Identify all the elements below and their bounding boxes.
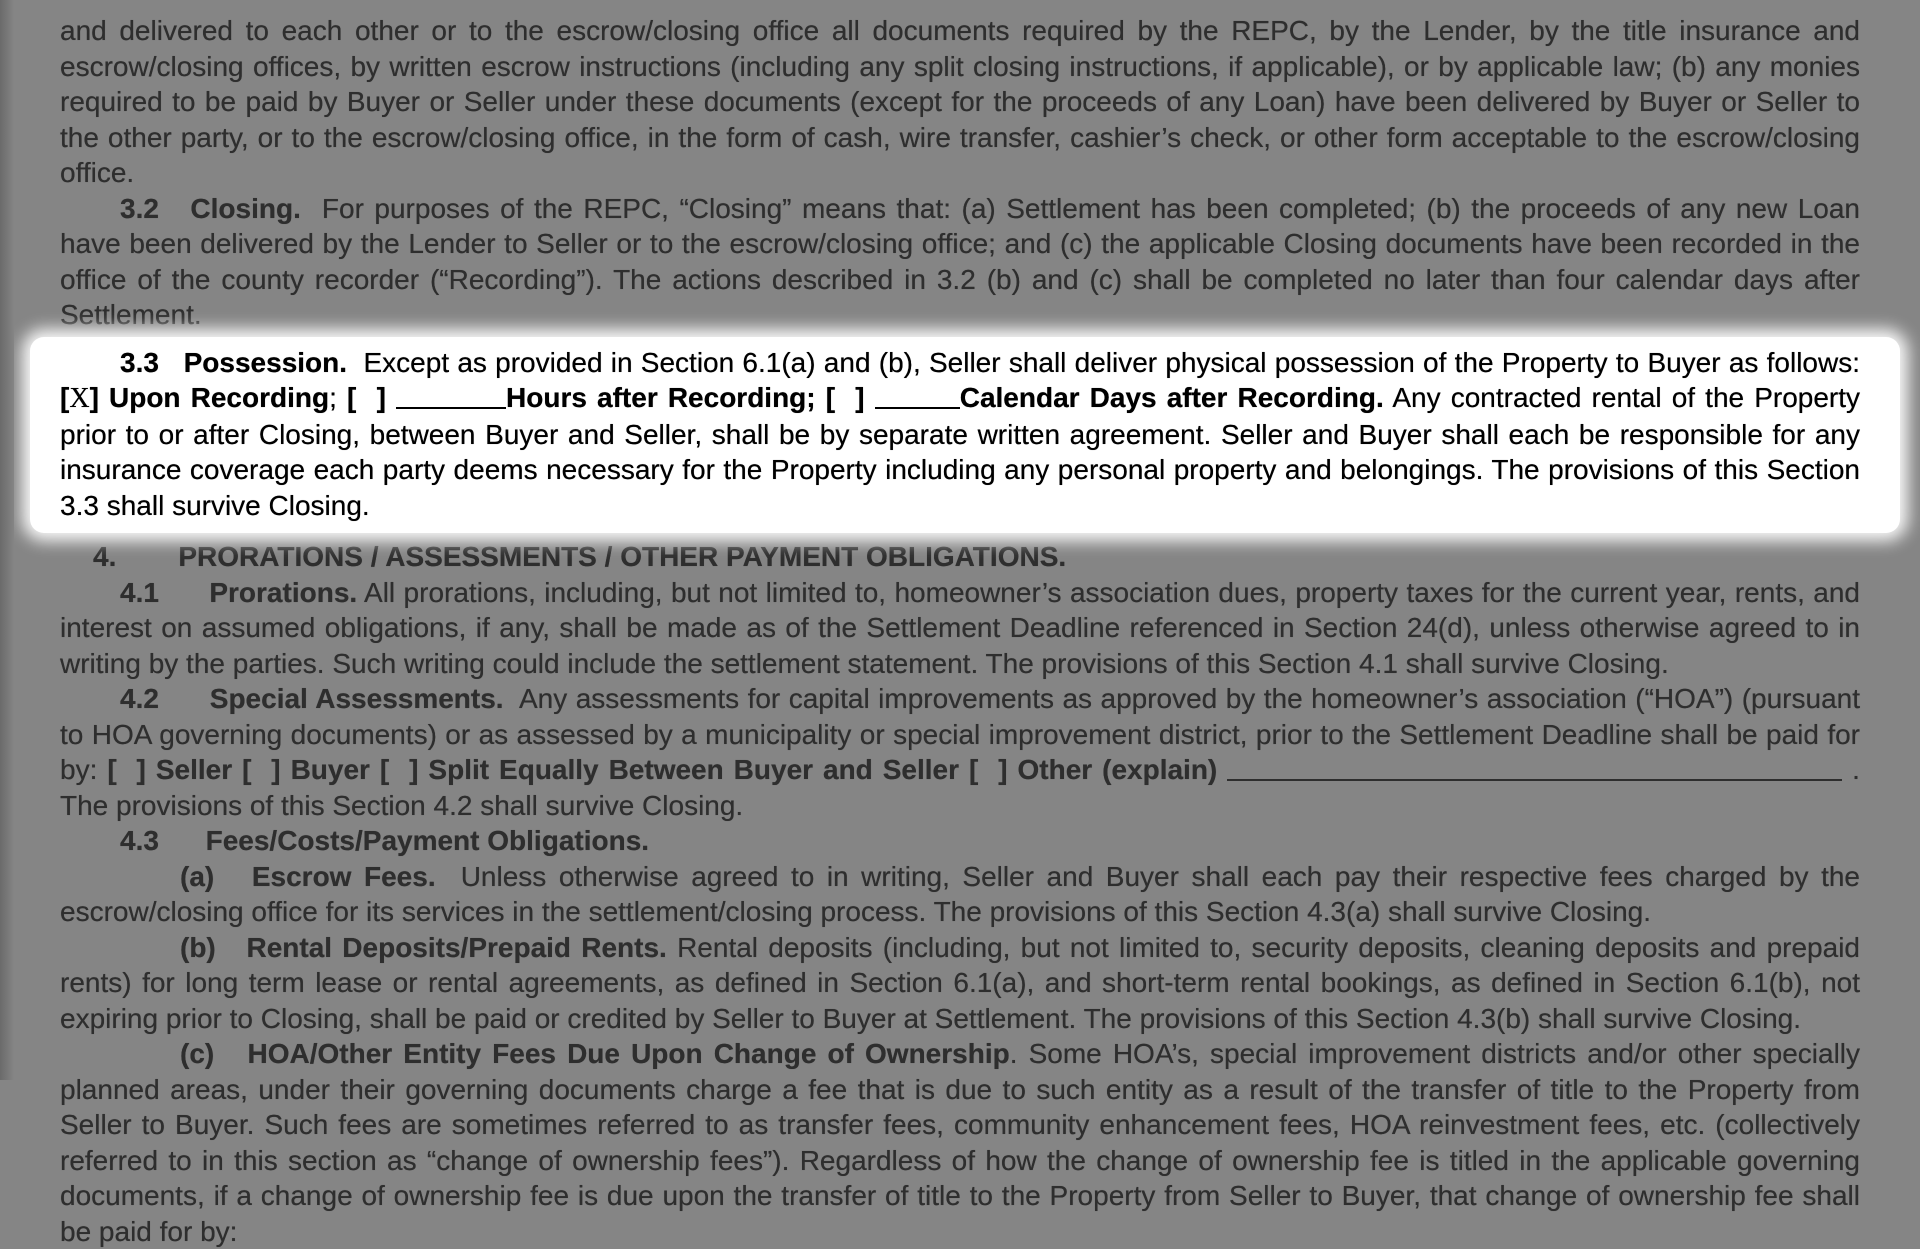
section-4-3b-rental-deposits-paragraph [60,930,1860,1037]
checkbox-hours-after-recording: [ ] [347,382,386,413]
section-4-title: PRORATIONS / ASSESSMENTS / OTHER PAYMENT OBLIGATIONS. [178,541,1067,572]
text-run: Rental deposits (including, but not limited to, security deposits, cleaning deposits and prepaid rents) for long term lease or rental agreements, as defined in Section 6.1(a), and short-term rental bookings, as defined in Section 6.1(b), not expiring prior to Closing, shall be paid or credited by Seller to Buyer at Settlement. The provisions of this Section 4.3(b) shall survive Closing. [60,931,1860,1034]
other-explain-label: Other (explain) [1007,754,1218,785]
closing-documents-continuation-paragraph [60,13,1860,191]
section-3-2-closing-paragraph [60,191,1860,333]
calendar-days-after-recording-label: Calendar Days after Recording. [959,382,1384,413]
section-3-2-label: 3.2 Closing. [120,192,301,224]
section-4-3b-label: (b) Rental Deposits/Prepaid Rents. [180,931,667,963]
section-4-3c-hoa-fees-paragraph [60,1036,1860,1249]
checkbox-split-equally: [ ] [379,754,419,785]
upon-recording-label: ] Upon Recording [89,382,330,413]
text-run: Unless otherwise agreed to in writing, Seller and Buyer shall each pay their respective fees charged by the escrow/closing office for its services in the settlement/closing process. The provisions of this Section 4.3(a) shall survive Closing. [60,860,1860,927]
section-4-number: 4. [93,541,117,572]
section-4-1-prorations-paragraph [60,575,1860,682]
text-run: Except as provided in Section 6.1(a) and (b), Seller shall deliver physical possession of the Property to Buyer as follows: [347,346,1860,378]
text-run: For purposes of the REPC, “Closing” means that: (a) Settlement has been completed; (b) the proceeds of any new Loan have been delivered by the Lender to Seller or to the escrow/closing office; and (c) the applicable Closing documents have been recorded in the office of the county recorder (“Recording”). The actions described in 3.2 (b) and (c) shall be completed no later than four calendar days after Settlement. [60,192,1861,330]
text-run [386,382,396,413]
section-4-3a-label: (a) Escrow Fees. [180,860,436,892]
text-run: . The provisions of this Section 4.2 shall survive Closing. [60,754,1860,821]
text-run: Any assessments for capital improvements as approved by the homeowner’s association (“HOA”) (pursuant to HOA governing documents) or as assessed by a municipality or special improvement district, prior to the Settlement Deadline shall be paid for by: [60,683,1860,785]
page-left-edge-shadow [0,0,14,1080]
seller-label: Seller [145,754,243,785]
text-run: Any contracted rental of the Property prior to or after Closing, between Buyer and Seller, shall be by separate written agreement. Seller and Buyer shall each be responsible for any insurance coverage each party deems necessary for the Property including any personal property and belongings. The provisions of this Section 3.3 shall survive Closing. [60,382,1861,521]
blank-other-explain [1227,757,1842,781]
checkbox-buyer: [ ] [242,754,281,785]
checkbox-seller: [ ] [107,754,146,785]
section-3-3-possession-paragraph [60,345,1860,524]
possession-highlight-box [30,337,1900,534]
hours-after-recording-label: Hours after Recording; [506,382,816,413]
text-run: . Some HOA’s, special improvement districts and/or other specially planned areas, under their governing documents charge a fee that is due to such entity as a result of the transfer of title to the Property from Seller to Buyer. Such fees are sometimes referred to as transfer fees, community enhancement fees, HOA reinvestment fees, etc. (collectively referred to in this section as “change of ownership fees”). Regardless of how the change of ownership fee is titled in the applicable governing documents, if a change of ownership fee is due upon the transfer of title to the Property from Seller to Buyer, that change of ownership fee shall be paid for by: [60,1038,1861,1247]
checkbox-other: [ ] [968,754,1008,785]
text-run [816,382,826,413]
text-run: All prorations, including, but not limited to, homeowner’s association dues, property taxes for the current year, rents, and interest on assumed obligations, if any, shall be made as of the Settlement Deadline referenced in Section 24(d), unless otherwise agreed to in writing by the parties. Such writing could include the settlement statement. The provisions of this Section 4.1 shall survive Closing. [60,576,1861,679]
buyer-label: Buyer [280,754,380,785]
section-4-1-label: 4.1 Prorations. [120,576,358,608]
document-body [60,13,1860,1249]
checkbox-upon-recording-checked: [ [60,382,70,413]
section-4-3-label: 4.3 Fees/Costs/Payment Obligations. [120,825,650,856]
text-run: ; [329,382,348,413]
section-4-3-heading-paragraph [60,823,1860,859]
section-4-2-special-assessments-paragraph [60,681,1860,823]
section-4-3c-label: (c) HOA/Other Entity Fees Due Upon Change of Ownership [180,1038,1010,1069]
section-3-3-label: 3.3 Possession. [120,346,348,378]
blank-hours-after-recording [396,385,506,409]
checkbox-x-mark: X [69,383,90,414]
section-4-3a-escrow-fees-paragraph [60,859,1860,930]
text-run [1217,754,1227,785]
split-equally-label: Split Equally Between Buyer and Seller [418,754,969,785]
text-run: and delivered to each other or to the escrow/closing office all documents required by the REPC, by the Lender, by the title insurance and escrow/closing offices, by written escrow instructions (including any split closing instructions, if applicable), or by applicable law; (b) any monies required to be paid by Buyer or Seller under these documents (except for the proceeds of any Loan) have been delivered by Buyer or Seller to the other party, or to the escrow/closing office, in the form of cash, wire transfer, cashier’s check, or other form acceptable to the escrow/closing office. [60,15,1860,188]
blank-calendar-days [875,385,960,409]
checkbox-calendar-days-after-recording: [ ] [825,382,865,413]
text-run [865,382,875,413]
section-4-2-label: 4.2 Special Assessments. [120,683,504,714]
section-4-heading [60,539,1860,575]
